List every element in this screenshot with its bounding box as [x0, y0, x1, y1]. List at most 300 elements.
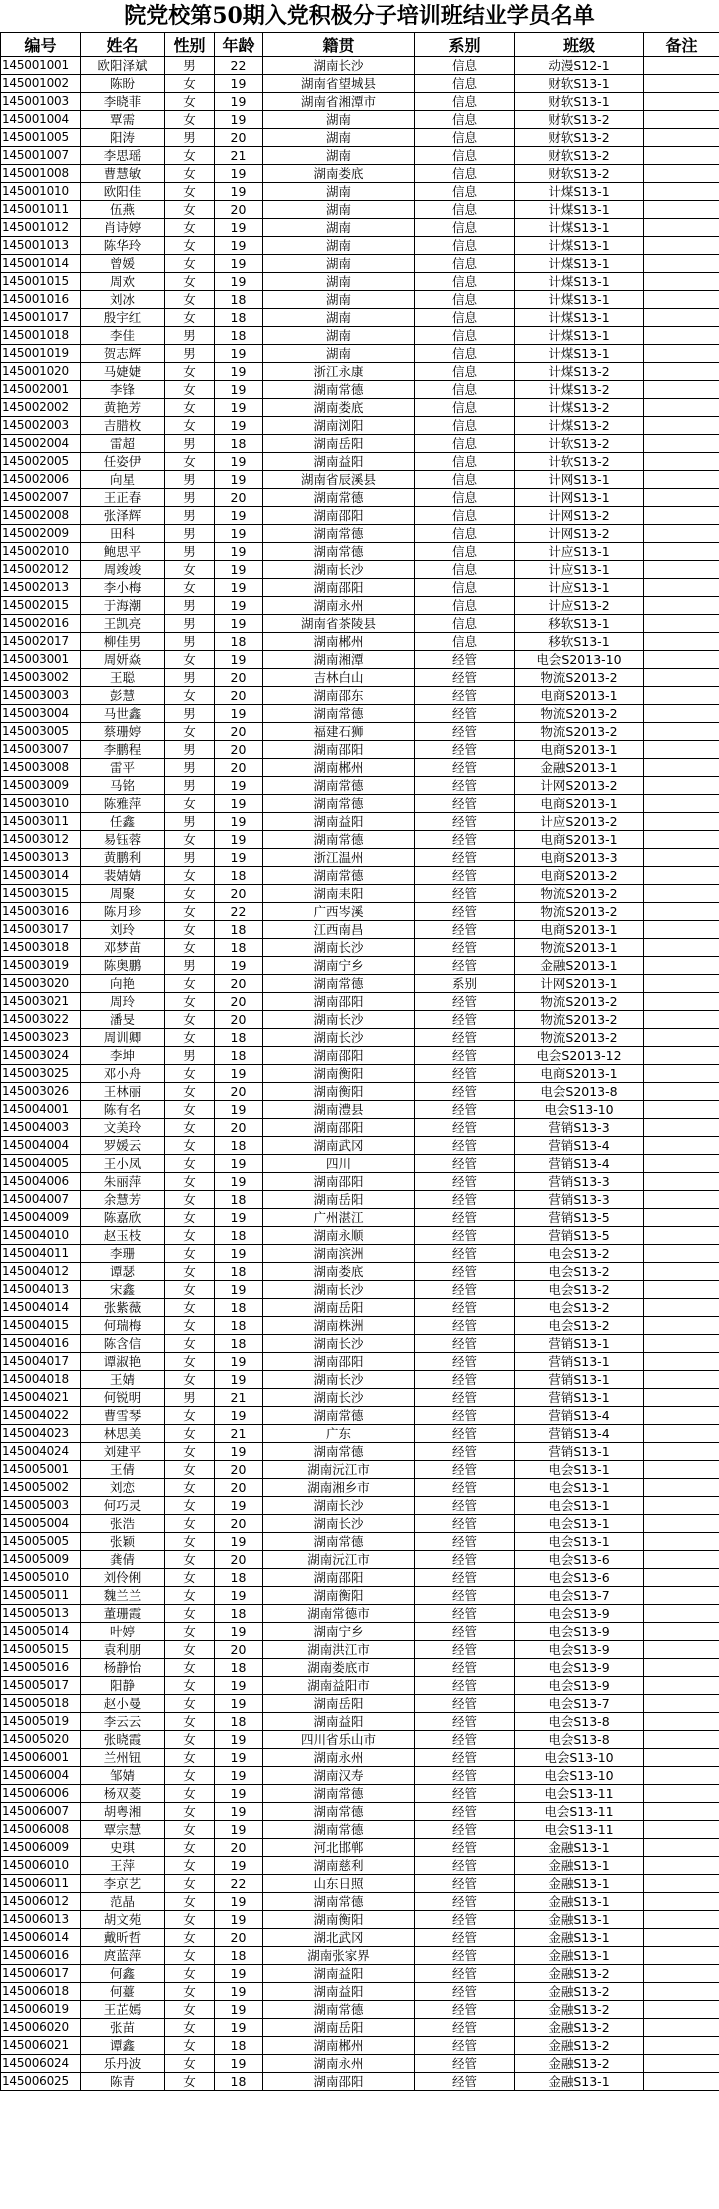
- name-cell: 魏兰兰: [81, 1587, 165, 1605]
- gender-cell: 女: [165, 831, 215, 849]
- name-cell: 罗媛云: [81, 1137, 165, 1155]
- name-cell: 李思瑶: [81, 147, 165, 165]
- department-cell: 经管: [415, 2073, 515, 2091]
- table-row: [1, 219, 719, 237]
- remarks-cell: [644, 1983, 719, 2001]
- id-cell: 145002002: [1, 399, 81, 417]
- class-cell: 电会S13-11: [515, 1785, 644, 1803]
- table-row: [1, 1299, 719, 1317]
- class-cell: 电会S13-10: [515, 1767, 644, 1785]
- age-cell: 19: [215, 237, 263, 255]
- id-cell: 145004016: [1, 1335, 81, 1353]
- table-row: [1, 525, 719, 543]
- class-cell: 电会S13-6: [515, 1569, 644, 1587]
- gender-cell: 女: [165, 1533, 215, 1551]
- table-row: [1, 2001, 719, 2019]
- table-row: [1, 777, 719, 795]
- table-row: [1, 939, 719, 957]
- class-cell: 移软S13-1: [515, 633, 644, 651]
- table-row: [1, 1605, 719, 1623]
- age-cell: 19: [215, 1983, 263, 2001]
- id-cell: 145002007: [1, 489, 81, 507]
- age-cell: 19: [215, 2055, 263, 2073]
- department-cell: 经管: [415, 813, 515, 831]
- class-cell: 电会S2013-12: [515, 1047, 644, 1065]
- name-cell: 张紫薇: [81, 1299, 165, 1317]
- remarks-cell: [644, 327, 719, 345]
- remarks-cell: [644, 507, 719, 525]
- department-cell: 经管: [415, 957, 515, 975]
- class-cell: 电会S13-10: [515, 1749, 644, 1767]
- name-cell: 阳静: [81, 1677, 165, 1695]
- table-row: [1, 417, 719, 435]
- class-cell: 金融S13-1: [515, 1911, 644, 1929]
- gender-cell: 男: [165, 1047, 215, 1065]
- age-cell: 18: [215, 1191, 263, 1209]
- id-cell: 145003014: [1, 867, 81, 885]
- id-cell: 145006011: [1, 1875, 81, 1893]
- name-cell: 陈青: [81, 2073, 165, 2091]
- hometown-cell: 湖南常德: [263, 1821, 415, 1839]
- table-row: [1, 1713, 719, 1731]
- remarks-cell: [644, 129, 719, 147]
- remarks-cell: [644, 687, 719, 705]
- table-row: [1, 1209, 719, 1227]
- department-cell: 经管: [415, 1605, 515, 1623]
- department-cell: 信息: [415, 237, 515, 255]
- department-cell: 信息: [415, 489, 515, 507]
- gender-cell: 男: [165, 633, 215, 651]
- table-row: [1, 1407, 719, 1425]
- name-cell: 谭鑫: [81, 2037, 165, 2055]
- remarks-cell: [644, 1731, 719, 1749]
- table-row: [1, 255, 719, 273]
- hometown-cell: 湖南永顺: [263, 1227, 415, 1245]
- id-cell: 145005009: [1, 1551, 81, 1569]
- name-cell: 陈含信: [81, 1335, 165, 1353]
- department-cell: 经管: [415, 1497, 515, 1515]
- department-cell: 信息: [415, 561, 515, 579]
- hometown-cell: 湖南武冈: [263, 1137, 415, 1155]
- department-cell: 经管: [415, 1209, 515, 1227]
- table-row: [1, 381, 719, 399]
- age-cell: 19: [215, 2019, 263, 2037]
- age-cell: 19: [215, 1893, 263, 1911]
- department-cell: 信息: [415, 327, 515, 345]
- header-name: 姓名: [81, 33, 165, 57]
- age-cell: 19: [215, 453, 263, 471]
- id-cell: 145004011: [1, 1245, 81, 1263]
- gender-cell: 女: [165, 1641, 215, 1659]
- name-cell: 肖诗婷: [81, 219, 165, 237]
- class-cell: 计应S13-1: [515, 561, 644, 579]
- table-row: [1, 1029, 719, 1047]
- table-row: [1, 309, 719, 327]
- name-cell: 潘旻: [81, 1011, 165, 1029]
- class-cell: 金融S13-1: [515, 1857, 644, 1875]
- remarks-cell: [644, 165, 719, 183]
- hometown-cell: 湖南长沙: [263, 1281, 415, 1299]
- gender-cell: 女: [165, 1875, 215, 1893]
- age-cell: 19: [215, 525, 263, 543]
- name-cell: 周玲: [81, 993, 165, 1011]
- hometown-cell: 湖南常德: [263, 1443, 415, 1461]
- id-cell: 145004013: [1, 1281, 81, 1299]
- id-cell: 145003013: [1, 849, 81, 867]
- id-cell: 145006010: [1, 1857, 81, 1875]
- gender-cell: 女: [165, 1893, 215, 1911]
- id-cell: 145001001: [1, 57, 81, 75]
- age-cell: 19: [215, 1803, 263, 1821]
- class-cell: 金融S13-1: [515, 1839, 644, 1857]
- name-cell: 李云云: [81, 1713, 165, 1731]
- name-cell: 彭慧: [81, 687, 165, 705]
- gender-cell: 男: [165, 741, 215, 759]
- class-cell: 金融S13-2: [515, 2037, 644, 2055]
- id-cell: 145003016: [1, 903, 81, 921]
- table-row: [1, 1317, 719, 1335]
- department-cell: 经管: [415, 1227, 515, 1245]
- id-cell: 145003018: [1, 939, 81, 957]
- department-cell: 经管: [415, 1191, 515, 1209]
- id-cell: 145003020: [1, 975, 81, 993]
- gender-cell: 女: [165, 579, 215, 597]
- department-cell: 经管: [415, 1875, 515, 1893]
- remarks-cell: [644, 57, 719, 75]
- hometown-cell: 湖南益阳市: [263, 1677, 415, 1695]
- age-cell: 19: [215, 363, 263, 381]
- class-cell: 电会S13-8: [515, 1713, 644, 1731]
- gender-cell: 男: [165, 327, 215, 345]
- class-cell: 营销S13-4: [515, 1407, 644, 1425]
- id-cell: 145001015: [1, 273, 81, 291]
- age-cell: 21: [215, 1425, 263, 1443]
- gender-cell: 女: [165, 1299, 215, 1317]
- gender-cell: 女: [165, 867, 215, 885]
- table-row: [1, 1119, 719, 1137]
- table-row: [1, 669, 719, 687]
- table-row: [1, 1155, 719, 1173]
- name-cell: 陈有名: [81, 1101, 165, 1119]
- id-cell: 145001003: [1, 93, 81, 111]
- name-cell: 周欢: [81, 273, 165, 291]
- remarks-cell: [644, 381, 719, 399]
- id-cell: 145005015: [1, 1641, 81, 1659]
- table-row: [1, 1461, 719, 1479]
- name-cell: 陈雅萍: [81, 795, 165, 813]
- table-row: [1, 327, 719, 345]
- remarks-cell: [644, 1803, 719, 1821]
- id-cell: 145001012: [1, 219, 81, 237]
- id-cell: 145004014: [1, 1299, 81, 1317]
- table-row: [1, 453, 719, 471]
- class-cell: 计网S13-2: [515, 525, 644, 543]
- hometown-cell: 湖南: [263, 183, 415, 201]
- hometown-cell: 湖南常德: [263, 795, 415, 813]
- table-row: [1, 165, 719, 183]
- age-cell: 19: [215, 1407, 263, 1425]
- age-cell: 19: [215, 1785, 263, 1803]
- name-cell: 余慧芳: [81, 1191, 165, 1209]
- remarks-cell: [644, 1695, 719, 1713]
- remarks-cell: [644, 1875, 719, 1893]
- remarks-cell: [644, 831, 719, 849]
- id-cell: 145001020: [1, 363, 81, 381]
- department-cell: 经管: [415, 1119, 515, 1137]
- age-cell: 18: [215, 633, 263, 651]
- gender-cell: 女: [165, 1839, 215, 1857]
- table-row: [1, 1569, 719, 1587]
- class-cell: 电商S2013-3: [515, 849, 644, 867]
- header-remarks: 备注: [644, 33, 719, 57]
- department-cell: 经管: [415, 1911, 515, 1929]
- gender-cell: 女: [165, 1515, 215, 1533]
- age-cell: 19: [215, 777, 263, 795]
- table-row: [1, 1641, 719, 1659]
- name-cell: 任鑫: [81, 813, 165, 831]
- remarks-cell: [644, 1623, 719, 1641]
- remarks-cell: [644, 1443, 719, 1461]
- class-cell: 计煤S13-1: [515, 219, 644, 237]
- table-row: [1, 1659, 719, 1677]
- hometown-cell: 福建石狮: [263, 723, 415, 741]
- table-row: [1, 759, 719, 777]
- hometown-cell: 湖南邵阳: [263, 2073, 415, 2091]
- remarks-cell: [644, 1965, 719, 1983]
- age-cell: 18: [215, 309, 263, 327]
- name-cell: 王倩: [81, 1461, 165, 1479]
- gender-cell: 女: [165, 1173, 215, 1191]
- class-cell: 计应S2013-2: [515, 813, 644, 831]
- gender-cell: 女: [165, 417, 215, 435]
- name-cell: 何瑞梅: [81, 1317, 165, 1335]
- class-cell: 电商S2013-1: [515, 831, 644, 849]
- remarks-cell: [644, 2037, 719, 2055]
- class-cell: 电会S13-1: [515, 1515, 644, 1533]
- hometown-cell: 湖南常德: [263, 1407, 415, 1425]
- id-cell: 145006006: [1, 1785, 81, 1803]
- id-cell: 145005016: [1, 1659, 81, 1677]
- class-cell: 电会S13-2: [515, 1281, 644, 1299]
- id-cell: 145006016: [1, 1947, 81, 1965]
- id-cell: 145003025: [1, 1065, 81, 1083]
- class-cell: 计应S13-1: [515, 543, 644, 561]
- table-row: [1, 147, 719, 165]
- department-cell: 经管: [415, 1389, 515, 1407]
- table-row: [1, 957, 719, 975]
- gender-cell: 男: [165, 471, 215, 489]
- class-cell: 电会S13-1: [515, 1533, 644, 1551]
- gender-cell: 女: [165, 111, 215, 129]
- table-row: [1, 849, 719, 867]
- department-cell: 经管: [415, 1839, 515, 1857]
- header-department: 系别: [415, 33, 515, 57]
- class-cell: 物流S2013-2: [515, 885, 644, 903]
- gender-cell: 男: [165, 615, 215, 633]
- age-cell: 19: [215, 1065, 263, 1083]
- table-row: [1, 1875, 719, 1893]
- class-cell: 计网S2013-1: [515, 975, 644, 993]
- gender-cell: 女: [165, 1857, 215, 1875]
- name-cell: 黄鹏利: [81, 849, 165, 867]
- age-cell: 19: [215, 831, 263, 849]
- remarks-cell: [644, 651, 719, 669]
- age-cell: 19: [215, 795, 263, 813]
- remarks-cell: [644, 1677, 719, 1695]
- class-cell: 电会S13-11: [515, 1821, 644, 1839]
- remarks-cell: [644, 561, 719, 579]
- gender-cell: 女: [165, 1083, 215, 1101]
- department-cell: 经管: [415, 849, 515, 867]
- id-cell: 145003017: [1, 921, 81, 939]
- hometown-cell: 湖南澧县: [263, 1101, 415, 1119]
- hometown-cell: 湖南常德: [263, 1533, 415, 1551]
- department-cell: 信息: [415, 147, 515, 165]
- table-row: [1, 1767, 719, 1785]
- gender-cell: 女: [165, 1695, 215, 1713]
- table-row: [1, 993, 719, 1011]
- age-cell: 19: [215, 597, 263, 615]
- class-cell: 电会S13-9: [515, 1677, 644, 1695]
- hometown-cell: 湖南郴州: [263, 2037, 415, 2055]
- age-cell: 19: [215, 651, 263, 669]
- name-cell: 乐丹波: [81, 2055, 165, 2073]
- class-cell: 物流S2013-2: [515, 1011, 644, 1029]
- name-cell: 曹慧敏: [81, 165, 165, 183]
- table-row: [1, 1083, 719, 1101]
- remarks-cell: [644, 147, 719, 165]
- gender-cell: 女: [165, 237, 215, 255]
- department-cell: 经管: [415, 1101, 515, 1119]
- age-cell: 20: [215, 993, 263, 1011]
- id-cell: 145005019: [1, 1713, 81, 1731]
- gender-cell: 女: [165, 93, 215, 111]
- id-cell: 145006014: [1, 1929, 81, 1947]
- name-cell: 胡粤湘: [81, 1803, 165, 1821]
- age-cell: 19: [215, 219, 263, 237]
- department-cell: 经管: [415, 1083, 515, 1101]
- hometown-cell: 湖南衡阳: [263, 1911, 415, 1929]
- department-cell: 经管: [415, 1965, 515, 1983]
- gender-cell: 男: [165, 1389, 215, 1407]
- remarks-cell: [644, 489, 719, 507]
- department-cell: 信息: [415, 201, 515, 219]
- gender-cell: 女: [165, 1983, 215, 2001]
- age-cell: 20: [215, 201, 263, 219]
- department-cell: 系别: [415, 975, 515, 993]
- name-cell: 曾媛: [81, 255, 165, 273]
- id-cell: 145004003: [1, 1119, 81, 1137]
- department-cell: 经管: [415, 1479, 515, 1497]
- gender-cell: 女: [165, 921, 215, 939]
- class-cell: 电会S13-9: [515, 1641, 644, 1659]
- id-cell: 145005017: [1, 1677, 81, 1695]
- gender-cell: 女: [165, 1497, 215, 1515]
- id-cell: 145006013: [1, 1911, 81, 1929]
- class-cell: 金融S13-1: [515, 1893, 644, 1911]
- age-cell: 19: [215, 561, 263, 579]
- table-row: [1, 831, 719, 849]
- table-row: [1, 615, 719, 633]
- id-cell: 145005010: [1, 1569, 81, 1587]
- id-cell: 145006017: [1, 1965, 81, 1983]
- department-cell: 信息: [415, 363, 515, 381]
- name-cell: 周竣竣: [81, 561, 165, 579]
- department-cell: 经管: [415, 795, 515, 813]
- age-cell: 18: [215, 1029, 263, 1047]
- class-cell: 电会S13-1: [515, 1497, 644, 1515]
- table-row: [1, 1911, 719, 1929]
- table-row: [1, 111, 719, 129]
- department-cell: 经管: [415, 1281, 515, 1299]
- department-cell: 经管: [415, 741, 515, 759]
- name-cell: 殷宇红: [81, 309, 165, 327]
- remarks-cell: [644, 1461, 719, 1479]
- id-cell: 145002006: [1, 471, 81, 489]
- name-cell: 陈华玲: [81, 237, 165, 255]
- gender-cell: 女: [165, 723, 215, 741]
- name-cell: 欧阳泽斌: [81, 57, 165, 75]
- id-cell: 145002010: [1, 543, 81, 561]
- hometown-cell: 湖南宁乡: [263, 957, 415, 975]
- id-cell: 145004018: [1, 1371, 81, 1389]
- hometown-cell: 湖南益阳: [263, 453, 415, 471]
- id-cell: 145001018: [1, 327, 81, 345]
- class-cell: 计煤S13-2: [515, 381, 644, 399]
- class-cell: 计软S13-2: [515, 453, 644, 471]
- age-cell: 19: [215, 1245, 263, 1263]
- department-cell: 经管: [415, 1065, 515, 1083]
- age-cell: 19: [215, 1101, 263, 1119]
- class-cell: 计网S13-2: [515, 507, 644, 525]
- gender-cell: 女: [165, 201, 215, 219]
- remarks-cell: [644, 1245, 719, 1263]
- table-row: [1, 1929, 719, 1947]
- id-cell: 145001013: [1, 237, 81, 255]
- name-cell: 吉腊枚: [81, 417, 165, 435]
- name-cell: 邹婧: [81, 1767, 165, 1785]
- gender-cell: 男: [165, 597, 215, 615]
- table-row: [1, 1173, 719, 1191]
- hometown-cell: 湖南衡阳: [263, 1587, 415, 1605]
- department-cell: 信息: [415, 219, 515, 237]
- remarks-cell: [644, 93, 719, 111]
- remarks-cell: [644, 2019, 719, 2037]
- gender-cell: 女: [165, 1101, 215, 1119]
- class-cell: 电会S2013-10: [515, 651, 644, 669]
- remarks-cell: [644, 1281, 719, 1299]
- name-cell: 叶婷: [81, 1623, 165, 1641]
- department-cell: 经管: [415, 1731, 515, 1749]
- age-cell: 20: [215, 885, 263, 903]
- remarks-cell: [644, 1155, 719, 1173]
- age-cell: 19: [215, 705, 263, 723]
- id-cell: 145006019: [1, 2001, 81, 2019]
- age-cell: 18: [215, 1713, 263, 1731]
- name-cell: 赵玉枝: [81, 1227, 165, 1245]
- department-cell: 经管: [415, 1893, 515, 1911]
- age-cell: 19: [215, 1155, 263, 1173]
- table-row: [1, 1191, 719, 1209]
- table-row: [1, 1983, 719, 2001]
- name-cell: 李坤: [81, 1047, 165, 1065]
- remarks-cell: [644, 255, 719, 273]
- class-cell: 电会S2013-8: [515, 1083, 644, 1101]
- department-cell: 经管: [415, 1047, 515, 1065]
- department-cell: 经管: [415, 1569, 515, 1587]
- remarks-cell: [644, 1317, 719, 1335]
- hometown-cell: 湖南常德: [263, 777, 415, 795]
